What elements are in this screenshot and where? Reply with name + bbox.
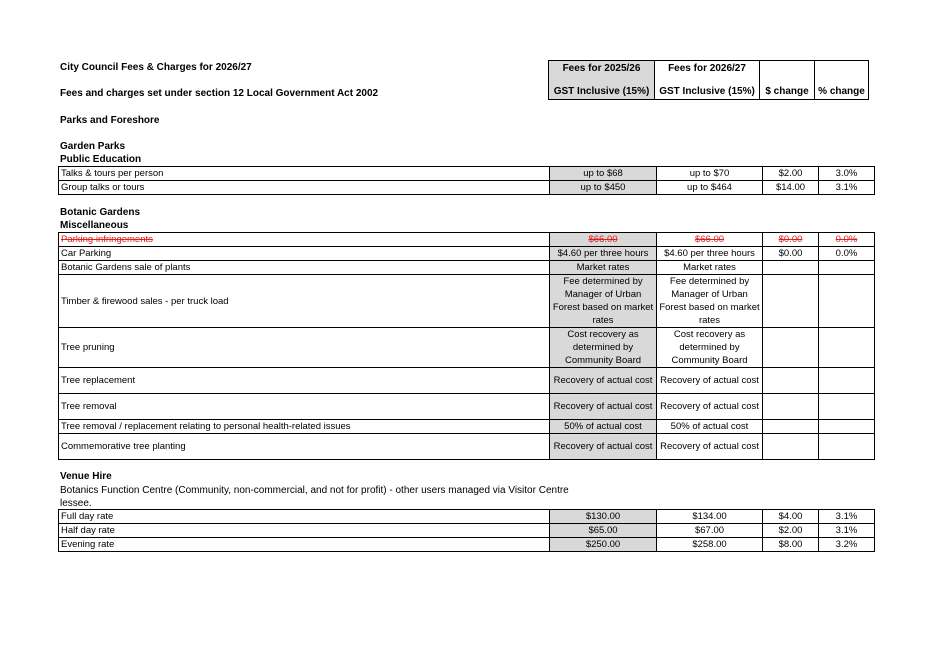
row-percent-change: 3.2% — [819, 538, 875, 552]
table-row — [59, 328, 875, 368]
table-row — [59, 394, 875, 420]
row-fee-2026: 50% of actual cost — [657, 420, 763, 434]
header-fees-2025-line2: GST Inclusive (15%) — [553, 86, 650, 97]
table-row — [59, 368, 875, 394]
garden-parks-table — [58, 166, 875, 195]
document-title: City Council Fees & Charges for 2026/27 — [60, 62, 252, 73]
table-row — [59, 420, 875, 434]
row-fee-2025: $130.00 — [550, 510, 657, 524]
section-parks-heading: Parks and Foreshore — [60, 115, 160, 126]
row-fee-2026: $258.00 — [657, 538, 763, 552]
header-fees-2026 — [654, 60, 760, 100]
venue-note-line2: lessee. — [60, 498, 92, 509]
row-percent-change — [819, 394, 875, 420]
row-fee-2025: up to $450 — [550, 181, 657, 195]
row-fee-2026: Recovery of actual cost — [657, 394, 763, 420]
botanic-gardens-table — [58, 232, 875, 460]
row-fee-2025: $4.60 per three hours — [550, 247, 657, 261]
table-row — [59, 434, 875, 460]
row-description: Half day rate — [59, 524, 550, 538]
row-percent-change — [819, 261, 875, 275]
section-garden-parks-heading: Garden Parks — [60, 141, 126, 152]
row-fee-2026: Cost recovery as determined by Community Board — [657, 328, 763, 368]
row-fee-2026: $4.60 per three hours — [657, 247, 763, 261]
row-dollar-change: $8.00 — [763, 538, 819, 552]
row-percent-change: 0.0% — [819, 247, 875, 261]
table-row-struck — [59, 233, 875, 247]
row-percent-change — [819, 368, 875, 394]
row-description: Tree removal / replacement relating to personal health-related issues — [59, 420, 550, 434]
row-description: Group talks or tours — [59, 181, 550, 195]
table-row — [59, 275, 875, 328]
section-public-education-heading: Public Education — [60, 154, 142, 165]
row-description: Botanic Gardens sale of plants — [59, 261, 550, 275]
row-percent-change: 0.0% — [819, 233, 875, 247]
row-fee-2026: Recovery of actual cost — [657, 434, 763, 460]
row-fee-2026: Market rates — [657, 261, 763, 275]
row-description: Car Parking — [59, 247, 550, 261]
row-dollar-change: $14.00 — [763, 181, 819, 195]
row-fee-2026: up to $464 — [657, 181, 763, 195]
header-dollar-change-label: $ change — [765, 86, 809, 97]
table-row — [59, 261, 875, 275]
row-percent-change: 3.0% — [819, 167, 875, 181]
venue-hire-table — [58, 509, 875, 552]
row-description: Parking infringements — [59, 233, 550, 247]
row-dollar-change — [763, 328, 819, 368]
table-row — [59, 510, 875, 524]
row-fee-2025: $250.00 — [550, 538, 657, 552]
header-fees-2025-line1: Fees for 2025/26 — [562, 63, 641, 74]
row-percent-change: 3.1% — [819, 181, 875, 195]
row-description: Timber & firewood sales - per truck load — [59, 275, 550, 328]
row-fee-2025: 50% of actual cost — [550, 420, 657, 434]
row-dollar-change: $0.00 — [763, 247, 819, 261]
row-percent-change — [819, 434, 875, 460]
row-dollar-change — [763, 261, 819, 275]
section-venue-hire-heading: Venue Hire — [60, 471, 112, 482]
table-row — [59, 181, 875, 195]
row-description: Commemorative tree planting — [59, 434, 550, 460]
header-percent-change-label: % change — [818, 86, 865, 97]
section-botanic-gardens-heading: Botanic Gardens — [60, 207, 141, 218]
row-fee-2026: $67.00 — [657, 524, 763, 538]
header-fees-2026-line2: GST Inclusive (15%) — [659, 86, 755, 97]
row-fee-2025: $65.00 — [550, 524, 657, 538]
row-fee-2025: $66.00 — [550, 233, 657, 247]
table-row — [59, 247, 875, 261]
row-dollar-change: $4.00 — [763, 510, 819, 524]
table-row — [59, 524, 875, 538]
document-subtitle: Fees and charges set under section 12 Local Government Act 2002 — [60, 88, 379, 99]
row-description: Evening rate — [59, 538, 550, 552]
row-description: Tree removal — [59, 394, 550, 420]
row-percent-change — [819, 328, 875, 368]
row-fee-2026: up to $70 — [657, 167, 763, 181]
row-dollar-change — [763, 420, 819, 434]
section-miscellaneous-heading: Miscellaneous — [60, 220, 129, 231]
table-row — [59, 538, 875, 552]
row-description: Tree replacement — [59, 368, 550, 394]
row-fee-2025: Recovery of actual cost — [550, 368, 657, 394]
row-description: Tree pruning — [59, 328, 550, 368]
header-dollar-change — [759, 60, 815, 100]
row-fee-2026: Recovery of actual cost — [657, 368, 763, 394]
row-percent-change: 3.1% — [819, 524, 875, 538]
row-fee-2026: Fee determined by Manager of Urban Forest based on market rates — [657, 275, 763, 328]
header-percent-change — [814, 60, 869, 100]
row-fee-2025: Market rates — [550, 261, 657, 275]
row-fee-2025: Fee determined by Manager of Urban Forest based on market rates — [550, 275, 657, 328]
row-dollar-change: $2.00 — [763, 167, 819, 181]
row-description: Talks & tours per person — [59, 167, 550, 181]
row-dollar-change — [763, 368, 819, 394]
row-fee-2025: Cost recovery as determined by Community Board — [550, 328, 657, 368]
row-percent-change: 3.1% — [819, 510, 875, 524]
row-fee-2025: Recovery of actual cost — [550, 434, 657, 460]
row-dollar-change — [763, 275, 819, 328]
row-dollar-change — [763, 434, 819, 460]
row-fee-2026: $66.00 — [657, 233, 763, 247]
header-fees-2026-line1: Fees for 2026/27 — [668, 63, 746, 74]
header-fees-2025 — [548, 60, 655, 100]
row-dollar-change — [763, 394, 819, 420]
row-percent-change — [819, 420, 875, 434]
row-fee-2025: Recovery of actual cost — [550, 394, 657, 420]
row-dollar-change: $2.00 — [763, 524, 819, 538]
table-row — [59, 167, 875, 181]
row-fee-2025: up to $68 — [550, 167, 657, 181]
venue-note-line1: Botanics Function Centre (Community, non-commercial, and not for profit) - other users managed via Visitor Centre — [60, 485, 569, 496]
row-fee-2026: $134.00 — [657, 510, 763, 524]
row-percent-change — [819, 275, 875, 328]
row-dollar-change: $0.00 — [763, 233, 819, 247]
row-description: Full day rate — [59, 510, 550, 524]
